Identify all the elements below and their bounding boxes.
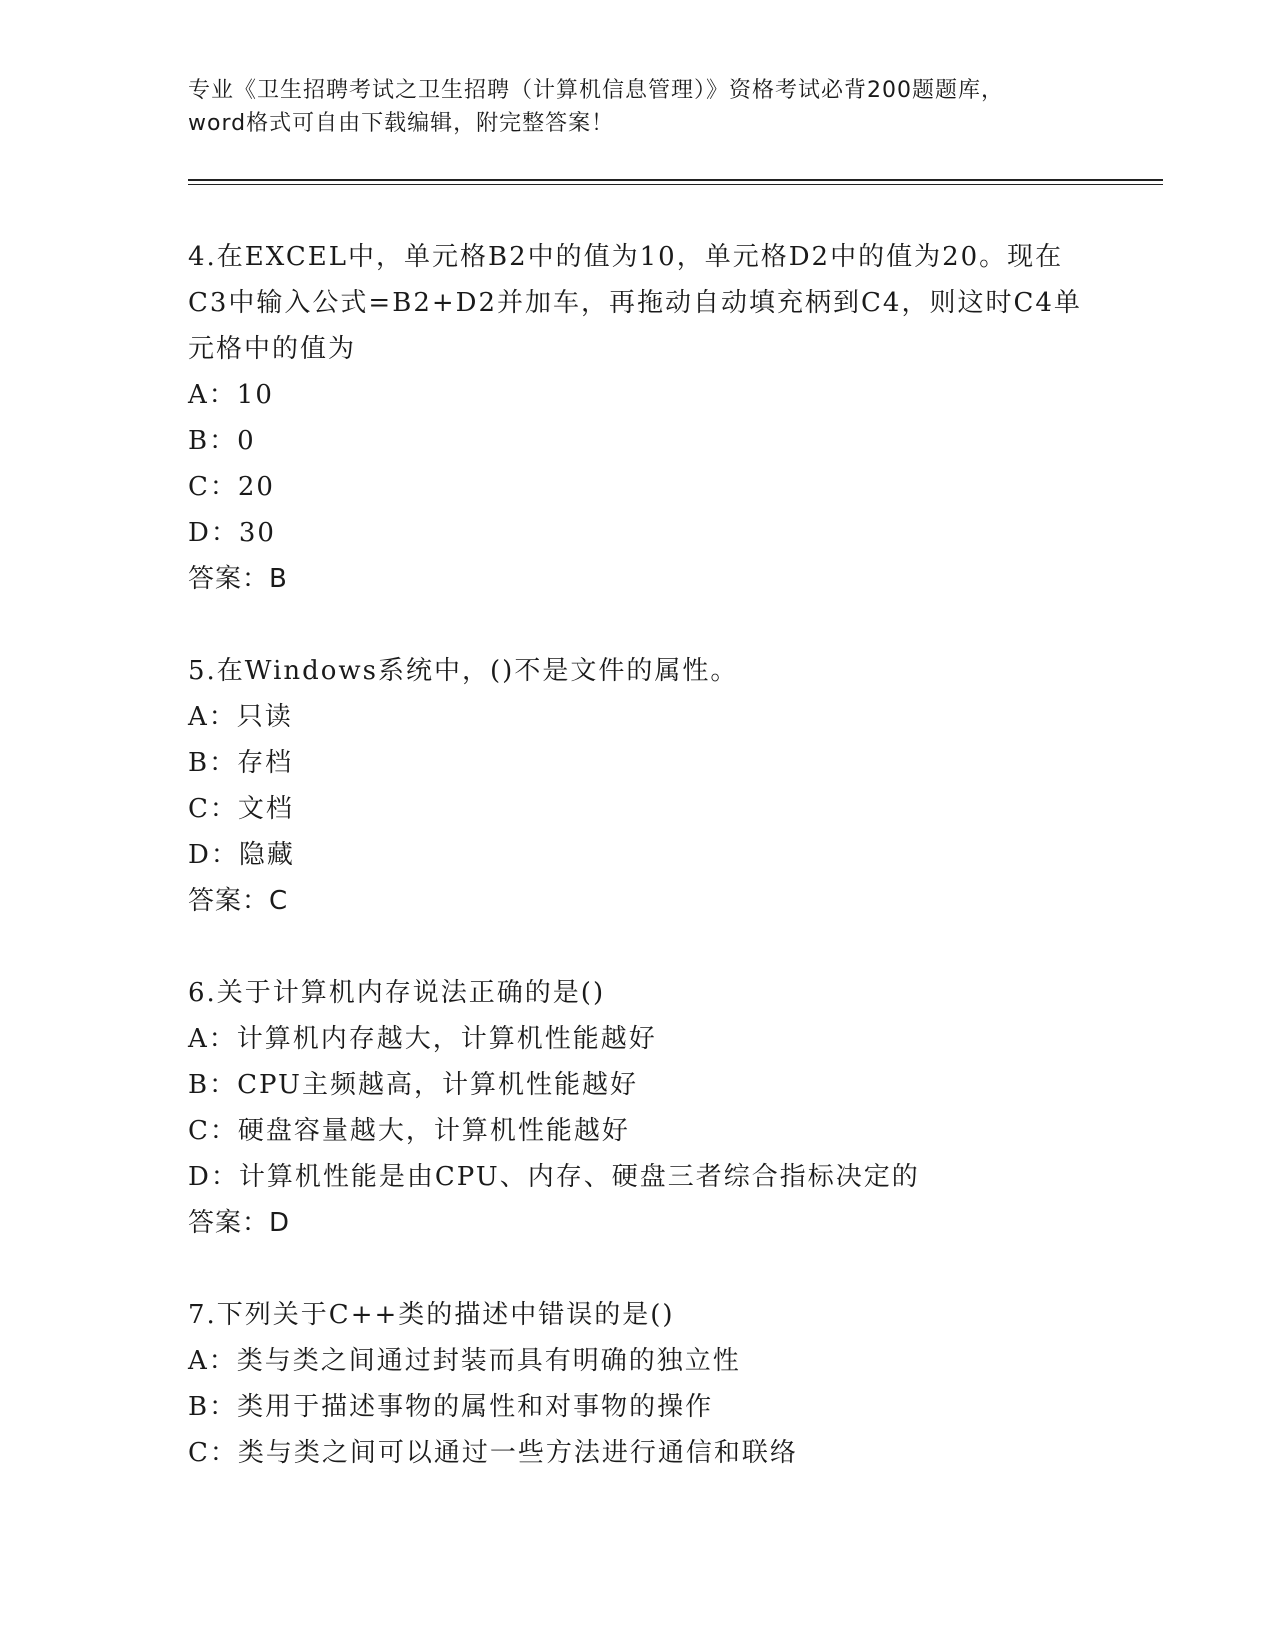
answer-line: 答案：B	[188, 564, 288, 594]
option-c: C：20	[188, 472, 275, 502]
option-b: B：类用于描述事物的属性和对事物的操作	[188, 1392, 714, 1422]
option-c: C：文档	[188, 794, 294, 824]
question-5	[188, 648, 1088, 924]
option-a: A：10	[188, 380, 274, 410]
question-stem: 4.在EXCEL中，单元格B2中的值为10，单元格D2中的值为20。现在C3中输入公式=B2+D2并加车，再拖动自动填充柄到C4，则这时C4单元格中的值为	[188, 242, 1082, 364]
header-line-2: word格式可自由下载编辑，附完整答案！	[188, 111, 615, 136]
option-d: D：隐藏	[188, 840, 295, 870]
option-c: C：类与类之间可以通过一些方法进行通信和联络	[188, 1438, 798, 1468]
option-a: A：类与类之间通过封装而具有明确的独立性	[188, 1346, 741, 1376]
option-d: D：30	[188, 518, 276, 548]
option-a: A：只读	[188, 702, 293, 732]
option-c: C：硬盘容量越大，计算机性能越好	[188, 1116, 630, 1146]
question-stem: 7.下列关于C++类的描述中错误的是()	[188, 1300, 675, 1330]
option-b: B：0	[188, 426, 256, 456]
answer-line: 答案：C	[188, 886, 289, 916]
header-divider-thick	[188, 179, 1163, 181]
question-stem: 6.关于计算机内存说法正确的是()	[188, 978, 606, 1008]
document-header	[188, 74, 1088, 140]
question-stem: 5.在Windows系统中，()不是文件的属性。	[188, 656, 739, 686]
question-4	[188, 234, 1088, 602]
question-list	[188, 234, 1088, 1522]
option-d: D：计算机性能是由CPU、内存、硬盘三者综合指标决定的	[188, 1162, 920, 1192]
answer-line: 答案：D	[188, 1208, 291, 1238]
header-line-1: 专业《卫生招聘考试之卫生招聘（计算机信息管理）》资格考试必背200题题库，	[188, 78, 1004, 103]
header-divider-thin	[188, 184, 1163, 185]
option-b: B：CPU主频越高，计算机性能越好	[188, 1070, 638, 1100]
option-a: A：计算机内存越大，计算机性能越好	[188, 1024, 657, 1054]
question-7	[188, 1292, 1088, 1476]
question-6	[188, 970, 1088, 1246]
option-b: B：存档	[188, 748, 294, 778]
